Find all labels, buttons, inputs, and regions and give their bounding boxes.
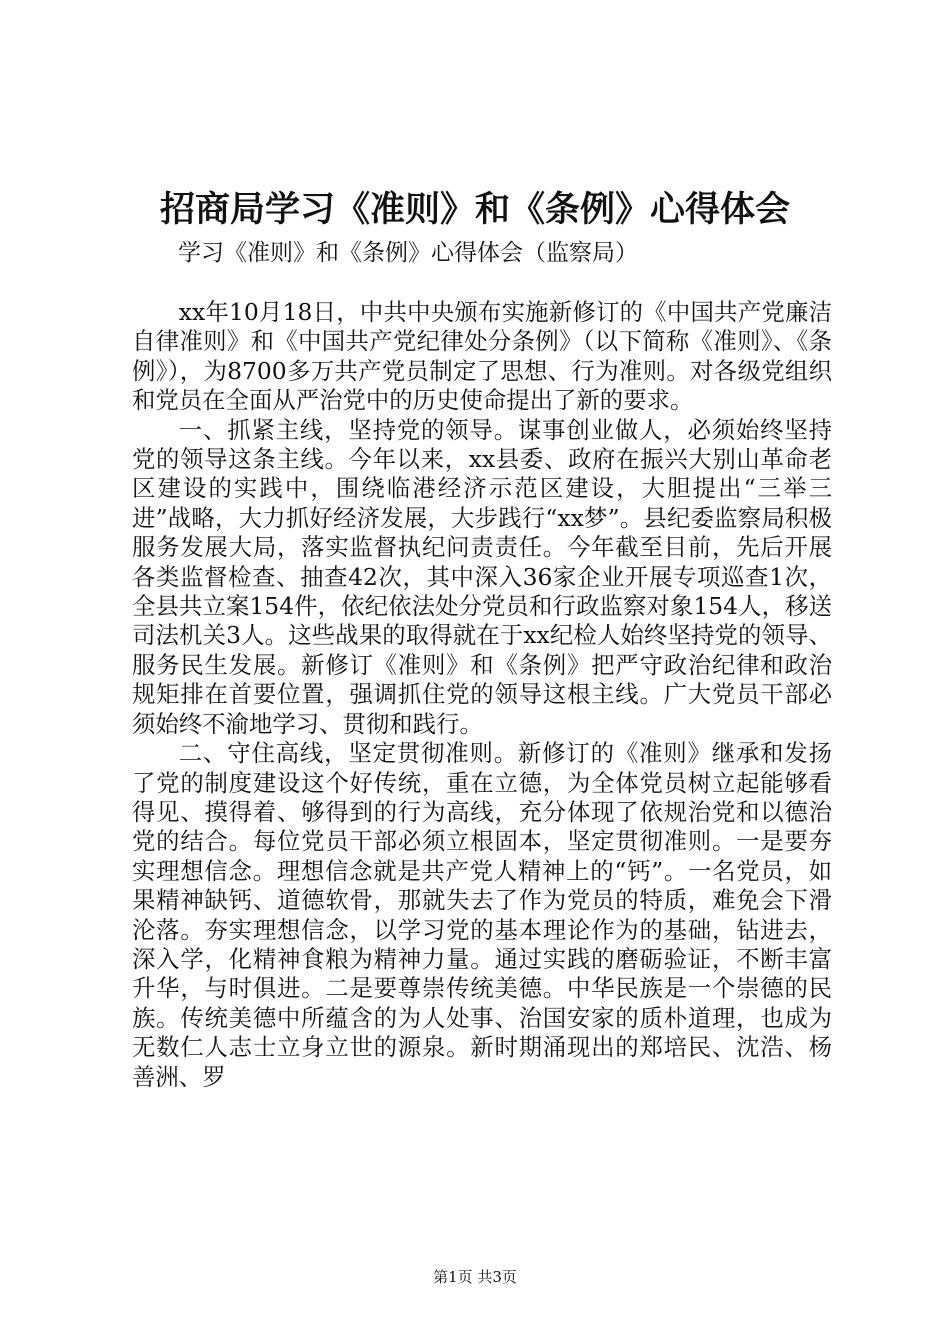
paragraph-intro: xx年10月18日，中共中央颁布实施新修订的《中国共产党廉洁自律准则》和《中国共产党纪律处分条例》（以下简称《准则》、《条例》），为8700多万共产党员制定了思想、行为准则。对各级党组织和党员在全面从严治党中的历史使命提出了新的要求。 — [132, 298, 832, 415]
page-title: 招商局学习《准则》和《条例》心得体会 — [159, 189, 790, 230]
paragraph-section-one: 一、抓紧主线，坚持党的领导。谋事创业做人，必须始终坚持党的领导这条主线。今年以来，xx县委、政府在振兴大别山革命老区建设的实践中，围绕临港经济示范区建设，大胆提出“三举三进”战略，大力抓好经济发展，大步践行“xx梦”。县纪委监察局积极服务发展大局，落实监督执纪问责责任。今年截至目前，先后开展各类监督检查、抽查42次，其中深入36家企业开展专项巡查1次，全县共立案154件，依纪依法处分党员和行政监察对象154人，移送司法机关3人。这些战果的取得就在于xx纪检人始终坚持党的领导、服务民生发展。新修订《准则》和《条例》把严守政治纪律和政治规矩排在首要位置，强调抓住党的领导这根主线。广大党员干部必须始终不渝地学习、贯彻和践行。 — [132, 415, 832, 738]
page-number-footer: 第1页 共3页 — [433, 1268, 517, 1286]
paragraph-section-two: 二、守住高线，坚定贯彻准则。新修订的《准则》继承和发扬了党的制度建设这个好传统，重在立德，为全体党员树立起能够看得见、摸得着、够得到的行为高线，充分体现了依规治党和以德治党的结合。每位党员干部必须立根固本，坚定贯彻准则。一是要夯实理想信念。理想信念就是共产党人精神上的“钙”。一名党员，如果精神缺钙、道德软骨，那就失去了作为党员的特质，难免会下滑沦落。夯实理想信念，以学习党的基本理论作为的基础，钻进去，深入学，化精神食粮为精神力量。通过实践的磨砺验证，不断丰富升华，与时俱进。二是要尊崇传统美德。中华民族是一个崇德的民族。传统美德中所蕴含的为人处事、治国安家的质朴道理，也成为无数仁人志士立身立世的源泉。新时期涌现出的郑培民、沈浩、杨善洲、罗 — [132, 739, 832, 1091]
document-body — [132, 298, 832, 1092]
document-subtitle: 学习《准则》和《条例》心得体会（监察局） — [178, 240, 638, 266]
